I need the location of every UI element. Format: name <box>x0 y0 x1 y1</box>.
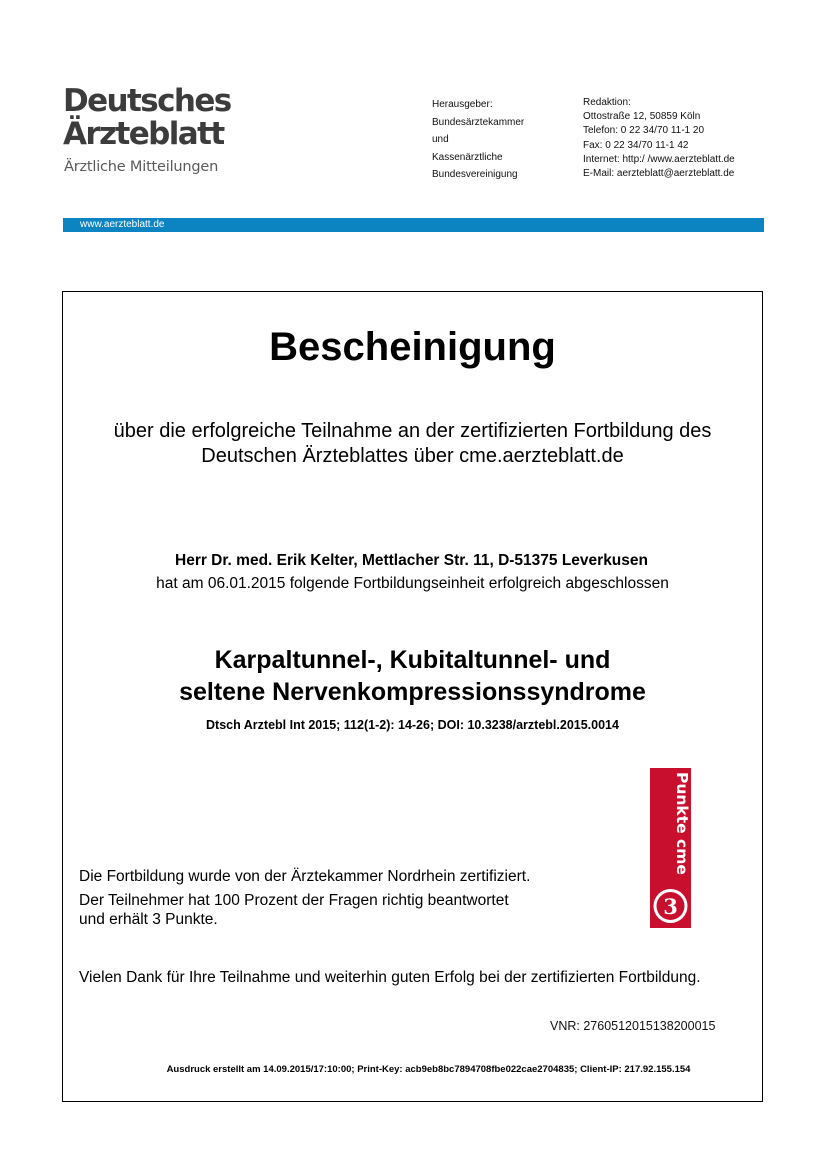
course-title-line: seltene Nervenkompressionssyndrome <box>179 678 646 706</box>
logo-title-line1: Deutsches <box>63 83 231 119</box>
header-band <box>63 218 764 232</box>
intro-line: Deutschen Ärzteblattes über cme.aerzteblatt.de <box>201 445 624 467</box>
result-line: und erhält 3 Punkte. <box>79 911 218 928</box>
publisher-line: Kassenärztliche <box>432 151 503 163</box>
completion-text: hat am 06.01.2015 folgende Fortbildungseinheit erfolgreich abgeschlossen <box>156 575 669 592</box>
badge-points: 3 <box>663 894 678 919</box>
editorial-line: Fax: 0 22 34/70 11-1 42 <box>583 139 689 151</box>
result-line: Der Teilnehmer hat 100 Prozent der Fragen richtig beantwortet <box>79 892 509 909</box>
participant-name: Herr Dr. med. Erik Kelter, Mettlacher Str. 11, D-51375 Leverkusen <box>175 552 648 569</box>
editorial-link-email[interactable]: E-Mail: aerzteblatt@aerzteblatt.de <box>583 168 735 180</box>
course-title-line: Karpaltunnel-, Kubitaltunnel- und <box>214 646 611 674</box>
logo-subtitle: Ärztliche Mitteilungen <box>64 159 219 175</box>
course-citation: Dtsch Arztebl Int 2015; 112(1-2): 14-26; DOI: 10.3238/arztebl.2015.0014 <box>206 718 619 732</box>
certificate-title: Bescheinigung <box>269 325 556 369</box>
publisher-line: und <box>432 134 449 145</box>
certificate-intro <box>62 419 763 469</box>
vnr-number: VNR: 2760512015138200015 <box>550 1019 716 1033</box>
cme-points-badge <box>650 768 691 928</box>
thanks-note: Vielen Dank für Ihre Teilnahme und weiterhin guten Erfolg bei der zertifizierten Fortbildung. <box>79 969 701 986</box>
badge-label: Punkte cme <box>673 772 691 875</box>
editorial-line: Ottostraße 12, 50859 Köln <box>583 111 701 123</box>
print-info: Ausdruck erstellt am 14.09.2015/17:10:00; Print-Key: acb9eb8bc7894708fbe022cae2704835; Client-IP: 217.92.155.154 <box>166 1064 691 1075</box>
publisher-line: Bundesärztekammer <box>432 116 525 128</box>
editorial-block <box>583 96 735 181</box>
logo-title-line2: Ärzteblatt <box>63 116 224 152</box>
editorial-line: Redaktion: <box>583 97 631 108</box>
editorial-line: Telefon: 0 22 34/70 11-1 20 <box>583 125 705 137</box>
publisher-block <box>432 96 524 184</box>
band-url-link[interactable]: www.aerzteblatt.de <box>80 219 165 230</box>
intro-line: über die erfolgreiche Teilnahme an der zertifizierten Fortbildung des <box>113 420 712 442</box>
editorial-link-website[interactable]: Internet: http:/ /www.aerzteblatt.de <box>583 153 735 165</box>
publisher-line: Bundesvereinigung <box>432 169 518 180</box>
course-title <box>62 644 763 708</box>
certification-note: Die Fortbildung wurde von der Ärztekammer Nordrhein zertifiziert. <box>79 868 531 885</box>
publisher-line: Herausgeber: <box>432 99 493 110</box>
result-note <box>79 891 509 929</box>
